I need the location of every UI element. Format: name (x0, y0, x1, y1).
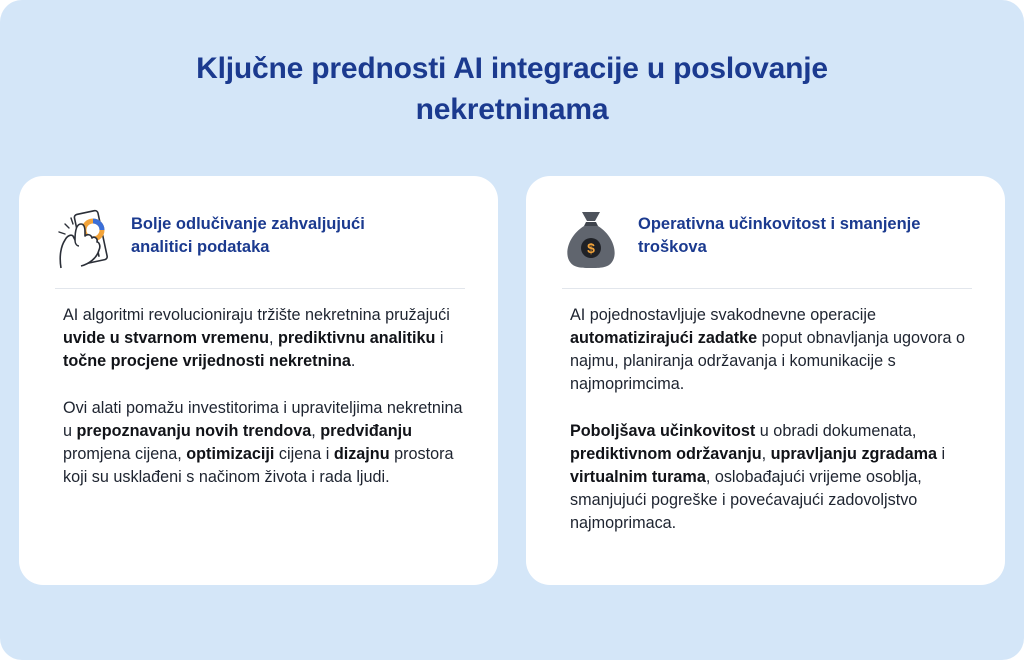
bold-text: virtualnim turama (570, 468, 706, 486)
card-body (570, 304, 975, 559)
dollar-symbol: $ (587, 240, 595, 256)
bold-text: točne procjene vrijednosti nekretnina (63, 352, 351, 370)
text-run: Ovi alati pomažu investitorima i upraviteljima nekretnina u (63, 399, 463, 440)
card-title (131, 213, 471, 259)
bold-text: prediktivnom održavanju (570, 445, 762, 463)
page-title-line-2: nekretninama (415, 93, 609, 126)
card-title-line-1: Operativna učinkovitost i smanjenje (638, 215, 921, 233)
bold-text: Poboljšava učinkovitost (570, 422, 756, 440)
bold-text: prediktivnu analitiku (278, 329, 436, 347)
card-title-line-1: Bolje odlučivanje zahvaljujući (131, 215, 365, 233)
card-header (19, 176, 498, 288)
bold-text: automatizirajući zadatke (570, 329, 758, 347)
text-run: , (761, 445, 771, 463)
page-title (0, 48, 1024, 130)
text-run: i (937, 445, 946, 463)
bold-text: dizajnu (333, 445, 390, 463)
bold-text: uvide u stvarnom vremenu (63, 329, 270, 347)
divider (562, 288, 972, 289)
card-operational-efficiency (526, 176, 1005, 585)
text-run: , (311, 422, 321, 440)
money-bag-icon (562, 206, 620, 270)
card-body (63, 304, 468, 513)
card-paragraph (570, 304, 975, 396)
card-decision-making (19, 176, 498, 585)
bold-text: prepoznavanju novih trendova (76, 422, 312, 440)
card-title (638, 213, 978, 259)
bold-text: upravljanju zgradama (770, 445, 938, 463)
card-paragraph (63, 304, 468, 373)
bold-text: predviđanju (320, 422, 413, 440)
hand-chart-icon (55, 206, 113, 270)
text-run: . (350, 352, 356, 370)
page-title-line-1: Ključne prednosti AI integracije u poslovanje (196, 52, 828, 85)
text-run: u obradi dokumenata, (755, 422, 917, 440)
text-run: prostora koji su usklađeni s načinom života i rada ljudi. (63, 445, 454, 486)
card-paragraph (570, 420, 975, 535)
card-header (526, 176, 1005, 288)
card-paragraph (63, 397, 468, 489)
text-run: AI pojednostavljuje svakodnevne operacije (570, 306, 876, 324)
text-run: promjena cijena, (63, 445, 187, 463)
text-run: cijena i (274, 445, 334, 463)
text-run: , oslobađajući vrijeme osoblja, smanjujući pogreške i povećavajući zadovoljstvo najmoprimaca. (570, 468, 922, 532)
text-run: , (269, 329, 279, 347)
text-run: AI algoritmi revolucioniraju tržište nekretnina pružajući (63, 306, 450, 324)
text-run: poput obnavljanja ugovora o najmu, planiranja održavanja i komunikacije s najmoprimcima. (570, 329, 966, 393)
bold-text: optimizaciji (186, 445, 275, 463)
card-title-line-2: troškova (638, 238, 707, 256)
divider (55, 288, 465, 289)
card-title-line-2: analitici podataka (131, 238, 270, 256)
text-run: i (435, 329, 444, 347)
